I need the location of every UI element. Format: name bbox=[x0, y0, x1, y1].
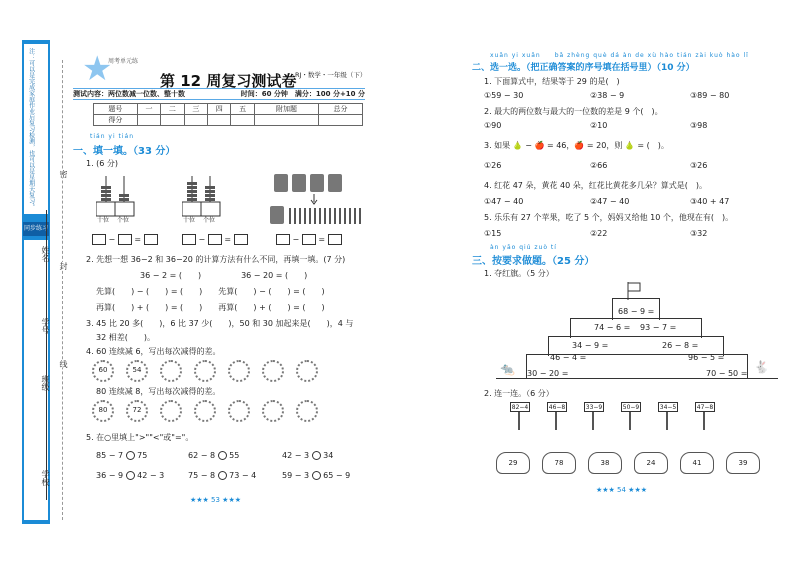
stair-step bbox=[570, 318, 702, 338]
score-cell[interactable] bbox=[184, 115, 207, 126]
abacus-2 bbox=[182, 172, 220, 220]
ring-cell[interactable] bbox=[296, 360, 318, 382]
header-tag: 周考单元练 bbox=[108, 58, 139, 65]
compare-left: 36 − 9 bbox=[96, 471, 124, 480]
signs-row bbox=[510, 402, 715, 412]
s2-q3-opt[interactable]: ①26 bbox=[484, 161, 502, 170]
score-cell[interactable] bbox=[208, 115, 231, 126]
compare-right: 65 − 9 bbox=[323, 471, 351, 480]
compare-right: 75 bbox=[137, 451, 148, 460]
score-cell[interactable] bbox=[137, 115, 160, 126]
place-ones: 个位 bbox=[117, 217, 130, 224]
score-header: 题号 bbox=[94, 104, 138, 115]
compare-circle[interactable] bbox=[218, 471, 227, 480]
animal-right-icon: 🐇 bbox=[754, 360, 769, 374]
q3-text: 3. 45 比 20 多( )，6 比 37 少( )，50 和 30 加起来是( )，4 与 bbox=[86, 319, 354, 328]
score-row-label: 得分 bbox=[94, 115, 138, 126]
label-school: 学校 bbox=[41, 470, 50, 486]
car[interactable]: 24 bbox=[634, 452, 668, 474]
score-header: 三 bbox=[184, 104, 207, 115]
cut-label-2: 封 bbox=[59, 262, 68, 270]
compare-row-1b bbox=[188, 450, 239, 462]
s2-q1-opt[interactable]: ③89 − 80 bbox=[690, 91, 730, 100]
s2-q4-opt[interactable]: ①47 − 40 bbox=[484, 197, 524, 206]
car[interactable]: 39 bbox=[726, 452, 760, 474]
stair-expr: 26 − 8 = bbox=[662, 341, 699, 350]
s2-q3-opt[interactable]: ②66 bbox=[590, 161, 608, 170]
stair-expr: 74 − 6 = bbox=[594, 323, 631, 332]
ring-cell: 54 bbox=[126, 360, 148, 382]
answer-boxes-1[interactable]: − = bbox=[92, 234, 158, 246]
q2-text: 2. 先想一想 36−2 和 36−20 的计算方法有什么不同，再填一填。(7 分) bbox=[86, 255, 346, 264]
flag-icon bbox=[626, 282, 644, 298]
stair-expr: 70 − 50 = bbox=[706, 369, 748, 378]
stair-expr: 93 − 7 = bbox=[640, 323, 677, 332]
ring-cell[interactable] bbox=[194, 360, 216, 382]
q2-line-1: 36 − 2 = ( ) 36 − 20 = ( ) bbox=[140, 271, 308, 280]
ring-cell[interactable] bbox=[160, 360, 182, 382]
score-cell[interactable] bbox=[319, 115, 363, 126]
sidebar-badge: 同步练习 bbox=[23, 222, 49, 236]
s2-q4-opt[interactable]: ③40 + 47 bbox=[690, 197, 730, 206]
compare-left: 59 − 3 bbox=[282, 471, 310, 480]
score-cell[interactable] bbox=[231, 115, 254, 126]
ring-cell[interactable] bbox=[160, 400, 182, 422]
ring-cell: 80 bbox=[92, 400, 114, 422]
compare-circle[interactable] bbox=[312, 471, 321, 480]
compare-left: 42 − 3 bbox=[282, 451, 310, 460]
s2-q5-opt[interactable]: ②22 bbox=[590, 229, 608, 238]
compare-circle[interactable] bbox=[312, 451, 321, 460]
subject-label: RJ・数学・一年级（下） bbox=[295, 71, 367, 79]
compare-right: 55 bbox=[229, 451, 240, 460]
label-number: 学号 bbox=[41, 318, 50, 334]
time-text: 时间：60 分钟 满分：100 分+10 分 bbox=[240, 90, 365, 98]
compare-row-2c bbox=[282, 470, 350, 482]
compare-circle[interactable] bbox=[126, 451, 135, 460]
sign[interactable]: 82−4 bbox=[511, 404, 529, 411]
s2-q1: 1. 下面算式中，结果等于 29 的是( ) bbox=[484, 77, 620, 86]
ring-cell[interactable] bbox=[262, 400, 284, 422]
stair-expr: 46 − 4 = bbox=[550, 353, 587, 362]
score-header: 总分 bbox=[319, 104, 363, 115]
compare-left: 75 − 8 bbox=[188, 471, 216, 480]
star-icon: ★ bbox=[82, 49, 113, 89]
compare-row-1c bbox=[282, 450, 333, 462]
score-header: 附加题 bbox=[254, 104, 318, 115]
q4b-ring-row bbox=[92, 400, 318, 422]
ring-cell[interactable] bbox=[262, 360, 284, 382]
section2-pinyin: xuǎn yi xuǎn bǎ zhèng què dá àn de xù hào tián zài kuò hào lǐ bbox=[490, 52, 749, 59]
car[interactable]: 38 bbox=[588, 452, 622, 474]
score-cell[interactable] bbox=[254, 115, 318, 126]
stair-expr: 34 − 9 = bbox=[572, 341, 609, 350]
section3-title: 三、按要求做题。（25 分） bbox=[472, 256, 595, 267]
s2-q5: 5. 乐乐有 27 个苹果，吃了 5 个，妈妈又给他 10 个，他现在有( )。 bbox=[484, 213, 734, 222]
s2-q1-opt[interactable]: ①59 − 30 bbox=[484, 91, 524, 100]
sign[interactable]: 50−9 bbox=[622, 404, 640, 411]
q1-label: 1. (6 分) bbox=[86, 159, 119, 168]
section3-pinyin: àn yāo qiú zuò tí bbox=[490, 244, 557, 251]
sign[interactable]: 33−9 bbox=[585, 404, 603, 411]
place-tens: 十位 bbox=[183, 217, 196, 224]
place-ones: 个位 bbox=[203, 217, 216, 224]
q5-text: 5. 在○里填上">""<"或"="。 bbox=[86, 433, 194, 442]
compare-row-2b bbox=[188, 470, 256, 482]
s2-q3: 3. 如果 🍐 − 🍎 = 46，🍎 = 20，则 🍐 = ( )。 bbox=[484, 141, 669, 150]
compare-left: 85 − 7 bbox=[96, 451, 124, 460]
sign-poles bbox=[518, 412, 705, 430]
content-text: 测试内容：两位数减一位数、整十数 bbox=[73, 90, 185, 98]
q4b-text: 80 连续减 8，写出每次减得的差。 bbox=[96, 387, 221, 396]
ring-cell[interactable] bbox=[228, 360, 250, 382]
page-number-right: ★★★ 54 ★★★ bbox=[596, 486, 648, 494]
answer-boxes-3[interactable]: − = bbox=[276, 234, 342, 246]
sign[interactable]: 46−8 bbox=[548, 404, 566, 411]
stair-expr: 68 − 9 = bbox=[618, 307, 655, 316]
info-bar bbox=[73, 88, 365, 100]
score-header: 二 bbox=[161, 104, 184, 115]
cars-row bbox=[496, 452, 760, 474]
s2-q5-opt[interactable]: ③32 bbox=[690, 229, 708, 238]
stair-expr: 30 − 20 = bbox=[527, 369, 569, 378]
section1-title: 一、填一填。（33 分） bbox=[73, 146, 176, 157]
ring-cell[interactable] bbox=[228, 400, 250, 422]
s3-q2: 2. 连一连。（6 分） bbox=[484, 389, 554, 398]
sidebar-note: 注：可以是完成家庭作业后复习检测，也可以是星期天复习。 bbox=[27, 48, 35, 210]
compare-row-1 bbox=[96, 450, 147, 462]
s2-q5-opt[interactable]: ①15 bbox=[484, 229, 502, 238]
score-header: 一 bbox=[137, 104, 160, 115]
compare-circle[interactable] bbox=[126, 471, 135, 480]
page-number-left: ★★★ 53 ★★★ bbox=[190, 496, 242, 504]
ring-cell[interactable] bbox=[296, 400, 318, 422]
q3-text-cont: 32 相差( )。 bbox=[96, 333, 155, 342]
score-table bbox=[93, 103, 363, 126]
ring-cell[interactable] bbox=[194, 400, 216, 422]
cut-label-3: 线 bbox=[59, 360, 68, 368]
s2-q2-opt[interactable]: ②10 bbox=[590, 121, 608, 130]
q4-text: 4. 60 连续减 6，写出每次减得的差。 bbox=[86, 347, 221, 356]
sticks-image bbox=[270, 170, 370, 233]
s2-q4: 4. 红花 47 朵，黄花 40 朵，红花比黄花多几朵？算式是( )。 bbox=[484, 181, 707, 190]
page-title: 第 12 周复习测试卷 bbox=[160, 72, 297, 90]
s2-q4-opt[interactable]: ②47 − 40 bbox=[590, 197, 630, 206]
ring-cell: 60 bbox=[92, 360, 114, 382]
car[interactable]: 29 bbox=[496, 452, 530, 474]
compare-right: 73 − 4 bbox=[229, 471, 257, 480]
q2-line-2: 先算( ) − ( ) = ( ) 先算( ) − ( ) = ( ) bbox=[96, 287, 325, 296]
s2-q3-opt[interactable]: ③26 bbox=[690, 161, 708, 170]
abacus-1 bbox=[96, 172, 134, 220]
ring-cell: 72 bbox=[126, 400, 148, 422]
cut-line bbox=[62, 60, 63, 520]
q2-line-3: 再算( ) + ( ) = ( ) 再算( ) + ( ) = ( ) bbox=[96, 303, 325, 312]
label-class: 班级 bbox=[41, 375, 50, 391]
animal-left-icon: 🐀 bbox=[500, 362, 515, 376]
sign[interactable]: 34−5 bbox=[659, 404, 677, 411]
label-name: 姓名 bbox=[41, 246, 50, 262]
car[interactable]: 78 bbox=[542, 452, 576, 474]
section2-title: 二、选一选。（把正确答案的序号填在括号里）（10 分） bbox=[472, 63, 695, 73]
score-header: 五 bbox=[231, 104, 254, 115]
s2-q2-opt[interactable]: ①90 bbox=[484, 121, 502, 130]
compare-right: 34 bbox=[323, 451, 334, 460]
score-cell[interactable] bbox=[161, 115, 184, 126]
answer-boxes-2[interactable]: − = bbox=[182, 234, 248, 246]
score-header: 四 bbox=[208, 104, 231, 115]
s2-q2: 2. 最大的两位数与最大的一位数的差是 9 个( )。 bbox=[484, 107, 663, 116]
q4-ring-row bbox=[92, 360, 318, 382]
stair-expr: 96 − 5 = bbox=[688, 353, 725, 362]
section1-pinyin: tián yi tián bbox=[90, 133, 135, 140]
place-tens: 十位 bbox=[97, 217, 110, 224]
compare-left: 62 − 8 bbox=[188, 451, 216, 460]
cut-label-1: 密 bbox=[59, 170, 68, 178]
s3-q1: 1. 夺红旗。（5 分） bbox=[484, 269, 554, 278]
car[interactable]: 41 bbox=[680, 452, 714, 474]
s2-q2-opt[interactable]: ③98 bbox=[690, 121, 708, 130]
compare-row-2 bbox=[96, 470, 164, 482]
s2-q1-opt[interactable]: ②38 − 9 bbox=[590, 91, 625, 100]
sign[interactable]: 47−8 bbox=[696, 404, 714, 411]
compare-right: 42 − 3 bbox=[137, 471, 165, 480]
compare-circle[interactable] bbox=[218, 451, 227, 460]
